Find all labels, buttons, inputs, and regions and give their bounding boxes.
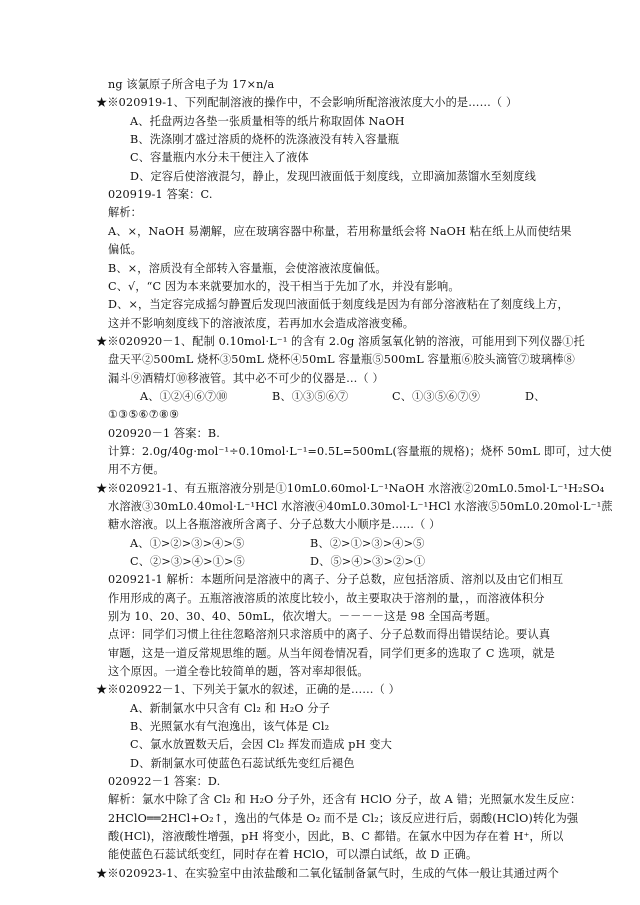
option-d: D、新制氯水可使蓝色石蕊试纸先变红后褪色 [130, 757, 355, 770]
option-c: C、①③⑤⑥⑦⑨ [392, 390, 481, 403]
question-heading: ★※020921-1、有五瓶溶液分别是①10mL0.60mol·L⁻¹NaOH 水溶液②20mL0.5mol·L⁻¹H₂SO₄ [96, 482, 605, 495]
text-line: ng 该氯原子所含电子为 17×n/a [108, 78, 275, 91]
text-line: ①③⑤⑥⑦⑧⑨ [108, 408, 180, 421]
option-d: D、定容后使溶液混匀，静止，发现凹液面低于刻度线，立即滴加蒸馏水至刻度线 [130, 170, 536, 183]
text-line: 漏斗⑨酒精灯⑩移液管。其中必不可少的仪器是…（ ） [108, 372, 384, 385]
option-d: D、⑤>④>③>②>① [310, 555, 426, 568]
text-line: 解析：氯水中除了含 Cl₂ 和 H₂O 分子外，还含有 HClO 分子，故 A 错；光照氯水发生反应： [108, 793, 582, 806]
text-line: 用不方便。 [108, 463, 165, 476]
question-heading: ★※020923-1、在实验室中由浓盐酸和二氧化锰制备氯气时，生成的气体一般让其通过两个 [96, 867, 559, 880]
text-line: D、×，当定容完成摇匀静置后发现凹液面低于刻度线是因为有部分溶液粘在了刻度线上方， [108, 298, 569, 311]
text-line: 糖水溶液。以上各瓶溶液所含离子、分子总数大小顺序是……（ ） [108, 518, 441, 531]
option-d: D、 [525, 390, 546, 403]
option-c: C、②>③>④>①>⑤ [130, 555, 245, 568]
option-c: C、氯水放置数天后，会因 Cl₂ 挥发而造成 pH 变大 [130, 738, 392, 751]
question-heading: ★※020922－1、下列关于氯水的叙述，正确的是……（ ） [96, 683, 401, 696]
answer-line: 020919-1 答案：C. [108, 188, 213, 201]
text-line: 计算：2.0g/40g·mol⁻¹÷0.10mol·L⁻¹=0.5L=500mL(容量瓶的规格)；烧杯 50mL 即可，过大使 [108, 445, 612, 458]
text-line: 审题，这是一道反常规思维的题。从当年阅卷情况看，同学们更多的选取了 C 选项，就是 [108, 647, 555, 660]
text-line: 作用形成的离子。五瓶溶液溶质的浓度比较小，故主要取决于溶剂的量，，而溶液体积分 [108, 592, 545, 605]
option-a: A、托盘两边各垫一张质量相等的纸片称取固体 NaOH [130, 115, 405, 128]
text-line: 020921-1 解析：本题所问是溶液中的离子、分子总数，应包括溶质、溶剂以及由它们相互 [108, 573, 564, 586]
text-line: 2HClO══2HCl+O₂↑，逸出的气体是 O₂ 而不是 Cl₂；该反应进行后，弱酸(HClO)转化为强 [108, 812, 579, 825]
option-b: B、洗涤刚才盛过溶质的烧杯的洗涤液没有转入容量瓶 [130, 133, 400, 146]
text-line: 点评：同学们习惯上往往忽略溶剂只求溶质中的离子、分子总数而得出错误结论。要认真 [108, 628, 551, 641]
answer-line: 020920－1 答案：B. [108, 427, 221, 440]
text-line: C、√，“C 因为本来就要加水的，没干相当于先加了水，并没有影响。 [108, 280, 460, 293]
text-line: 能使蓝色石蕊试纸变红，同时存在着 HClO，可以漂白试纸，故 D 正确。 [108, 848, 478, 861]
option-b: B、①③⑤⑥⑦ [272, 390, 349, 403]
question-heading: ★※020919-1、下列配制溶液的操作中，不会影响所配溶液浓度大小的是……（ ） [96, 96, 518, 109]
text-line: 这并不影响刻度线下的溶液浓度，若再加水会造成溶液变稀。 [108, 317, 415, 330]
text-line: 别为 10、20、30、40、50mL，依次增大。－－－－这是 98 全国高考题。 [108, 610, 497, 623]
text-line: 盘天平②500mL 烧杯③50mL 烧杯④50mL 容量瓶⑤500mL 容量瓶⑥胶头滴管⑦玻璃棒⑧ [108, 353, 575, 366]
question-heading: ★※020920－1、配制 0.10mol·L⁻¹ 的含有 2.0g 溶质氢氧化钠的溶液，可能用到下列仪器①托 [96, 335, 585, 348]
option-b: B、光照氯水有气泡逸出，该气体是 Cl₂ [130, 720, 330, 733]
text-line: B、×，溶质没有全部转入容量瓶，会使溶液浓度偏低。 [108, 262, 387, 275]
option-b: B、②>①>③>④>⑤ [310, 537, 425, 550]
analysis-label: 解析： [108, 206, 143, 219]
option-a: A、①>②>③>④>⑤ [130, 537, 245, 550]
text-line: 酸(HCl)，溶液酸性增强，pH 将变小，因此，B、C 都错。在氯水中因为存在着 H⁺，所以 [108, 830, 564, 843]
text-line: 这个原因。一道全卷比较简单的题，答对率却很低。 [108, 665, 369, 678]
text-line: 水溶液③30mL0.40mol·L⁻¹HCl 水溶液④40mL0.30mol·L⁻¹HCl 水溶液⑤50mL0.20mol·L⁻¹蔗 [108, 500, 613, 513]
option-a: A、①②④⑥⑦⑩ [140, 390, 228, 403]
text-line: 偏低。 [108, 243, 143, 256]
text-line: A、×，NaOH 易潮解，应在玻璃容器中称量，若用称量纸会将 NaOH 粘在纸上从而使结果 [108, 225, 572, 238]
option-c: C、容量瓶内水分未干便注入了液体 [130, 151, 309, 164]
answer-line: 020922－1 答案：D. [108, 775, 221, 788]
option-a: A、新制氯水中只含有 Cl₂ 和 H₂O 分子 [130, 702, 331, 715]
